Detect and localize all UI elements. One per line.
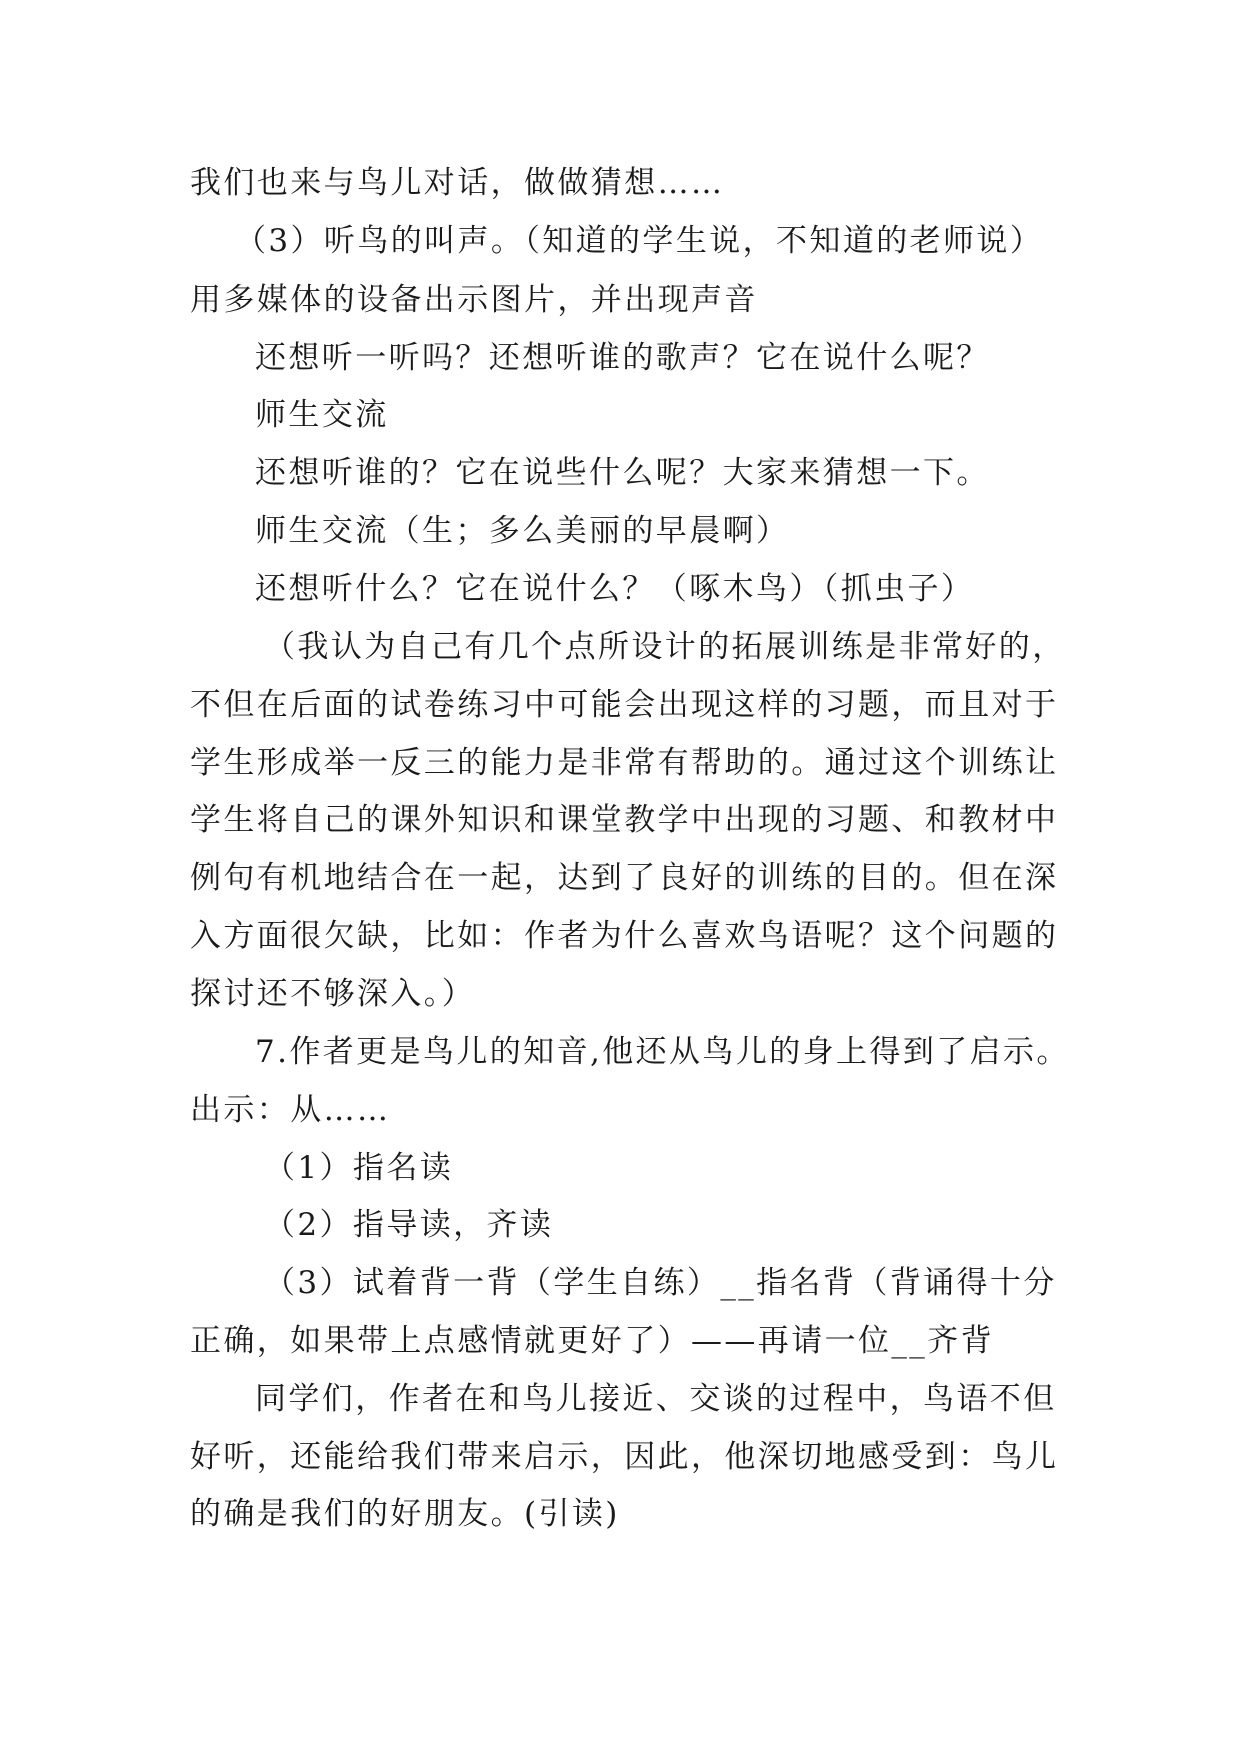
text-line: 探讨还不够深入。） xyxy=(190,976,476,1012)
text-line: 师生交流（生；多么美丽的早晨啊） xyxy=(255,513,790,549)
text-line: （1）指名读 xyxy=(264,1150,454,1186)
text-line: 出示：从…… xyxy=(190,1092,391,1128)
text-line: 学生形成举一反三的能力是非常有帮助的。通过这个训练让 xyxy=(190,745,1059,781)
text-line: （3）试着背一背（学生自练）__指名背（背诵得十分 xyxy=(264,1265,1057,1301)
text-line: 入方面很欠缺，比如：作者为什么喜欢鸟语呢？这个问题的 xyxy=(190,918,1059,954)
text-line: （2）指导读，齐读 xyxy=(264,1207,554,1243)
text-line: 不但在后面的试卷练习中可能会出现这样的习题，而且对于 xyxy=(190,687,1059,723)
text-line: 的确是我们的好朋友。(引读) xyxy=(190,1496,620,1532)
text-line: 学生将自己的课外知识和课堂教学中出现的习题、和教材中 xyxy=(190,802,1059,838)
text-line: （我认为自己有几个点所设计的拓展训练是非常好的， xyxy=(264,629,1066,665)
text-line: 好听，还能给我们带来启示，因此，他深切地感受到：鸟儿 xyxy=(190,1439,1059,1475)
text-line: 7.作者更是鸟儿的知音,他还从鸟儿的身上得到了启示。 xyxy=(255,1034,1070,1070)
text-line: 我们也来与鸟儿对话，做做猜想…… xyxy=(190,165,725,201)
text-line: 例句有机地结合在一起，达到了良好的训练的目的。但在深 xyxy=(190,860,1059,896)
text-line: 还想听一听吗？还想听谁的歌声？它在说什么呢？ xyxy=(255,340,990,376)
text-line: 还想听什么？它在说什么？（啄木鸟）（抓虫子） xyxy=(255,571,975,607)
text-line: 同学们，作者在和鸟儿接近、交谈的过程中，鸟语不但 xyxy=(255,1381,1057,1417)
text-line: 正确，如果带上点感情就更好了）——再请一位__齐背 xyxy=(190,1323,994,1359)
text-line: 用多媒体的设备出示图片，并出现声音 xyxy=(190,282,758,318)
text-line: 师生交流 xyxy=(255,397,389,433)
text-line: （3）听鸟的叫声。（知道的学生说，不知道的老师说） xyxy=(235,223,1044,259)
text-line: 还想听谁的？它在说些什么呢？大家来猜想一下。 xyxy=(255,455,990,491)
